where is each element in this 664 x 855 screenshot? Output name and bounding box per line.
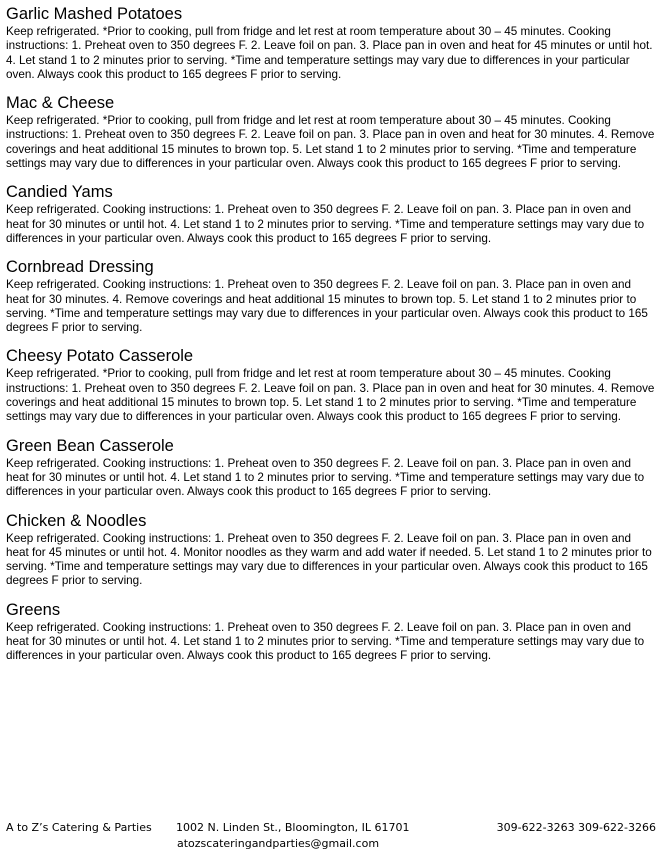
section-cornbread-dressing bbox=[6, 257, 656, 335]
section-instructions: Keep refrigerated. Cooking instructions: 1. Preheat oven to 350 degrees F. 2. Leave foil on pan. 3. Place pan in oven and heat for 30 minutes or until hot. 4. Let stand 1 to 2 minutes prior to serving. *Time and temperature settings may vary due to differences in your particular oven. Always cook this product to 165 degrees F prior to serving. bbox=[6, 620, 645, 663]
business-name: A to Z’s Catering & Parties bbox=[6, 821, 152, 834]
business-address: 1002 N. Linden St., Bloomington, IL 61701 bbox=[176, 821, 410, 834]
section-instructions: Keep refrigerated. *Prior to cooking, pull from fridge and let rest at room temperature about 30 – 45 minutes. Cooking instructions: 1. Preheat oven to 350 degrees F. 2. Leave foil on pan. 3. Place pan in oven and heat for 45 minutes or until hot. 4. Let stand 1 to 2 minutes prior to serving. *Time and temperature settings may vary due to differences in your particular oven. Always cook this product to 165 degrees F prior to serving. bbox=[6, 25, 653, 81]
section-title: Green Bean Casserole bbox=[6, 436, 174, 455]
section-instructions: Keep refrigerated. *Prior to cooking, pull from fridge and let rest at room temperature about 30 – 45 minutes. Cooking instructions: 1. Preheat oven to 350 degrees F. 2. Leave foil on pan. 3. Place pan in oven and heat for 30 minutes. 4. Remove coverings and heat additional 15 minutes to brown top. 5. Let stand 1 to 2 minutes prior to serving. *Time and temperature settings may vary due to differences in your particular oven. Always cook this product to 165 degrees F prior to serving. bbox=[6, 114, 655, 171]
section-instructions: Keep refrigerated. Cooking instructions: 1. Preheat oven to 350 degrees F. 2. Leave foil on pan. 3. Place pan in oven and heat for 30 minutes or until hot. 4. Let stand 1 to 2 minutes prior to serving. *Time and temperature settings may vary due to differences in your particular oven. Always cook this product to 165 degrees F prior to serving. bbox=[6, 203, 645, 245]
section-title: Candied Yams bbox=[6, 183, 113, 202]
section-garlic-mashed-potatoes bbox=[6, 4, 656, 82]
section-title: Garlic Mashed Potatoes bbox=[6, 5, 183, 23]
business-phones: 309-622-3263 309-622-3266 bbox=[496, 821, 656, 834]
section-title: Mac & Cheese bbox=[6, 94, 115, 113]
section-title: Cornbread Dressing bbox=[6, 258, 154, 277]
section-candied-yams bbox=[6, 182, 656, 246]
section-title: Greens bbox=[6, 600, 61, 619]
section-green-bean-casserole bbox=[6, 436, 656, 500]
section-chicken-and-noodles bbox=[6, 511, 656, 589]
section-instructions: Keep refrigerated. Cooking instructions: 1. Preheat oven to 350 degrees F. 2. Leave foil on pan. 3. Place pan in oven and heat for 45 minutes or until hot. 4. Monitor noodles as they warm and add water if needed. 5. Let stand 1 to 2 minutes prior to serving. *Time and temperature settings may vary due to differences in your particular oven. Always cook this product to 165 degrees F prior to serving. bbox=[6, 531, 652, 588]
section-title: Cheesy Potato Casserole bbox=[6, 347, 194, 366]
section-mac-and-cheese bbox=[6, 93, 656, 171]
section-cheesy-potato-casserole bbox=[6, 346, 656, 424]
instructions-document bbox=[6, 4, 656, 675]
section-instructions: Keep refrigerated. Cooking instructions: 1. Preheat oven to 350 degrees F. 2. Leave foil on pan. 3. Place pan in oven and heat for 30 minutes. 4. Remove coverings and heat additional 15 minutes to brown top. 5. Let stand 1 to 2 minutes prior to serving. *Time and temperature settings may vary due to differences in your particular oven. Always cook this product to 165 degrees F prior to serving. bbox=[6, 278, 648, 335]
section-instructions: Keep refrigerated. Cooking instructions: 1. Preheat oven to 350 degrees F. 2. Leave foil on pan. 3. Place pan in oven and heat for 30 minutes or until hot. 4. Let stand 1 to 2 minutes prior to serving. *Time and temperature settings may vary due to differences in your particular oven. Always cook this product to 165 degrees F prior to serving. bbox=[6, 456, 645, 499]
section-instructions: Keep refrigerated. *Prior to cooking, pull from fridge and let rest at room temperature about 30 – 45 minutes. Cooking instructions: 1. Preheat oven to 350 degrees F. 2. Leave foil on pan. 3. Place pan in oven and heat for 30 minutes. 4. Remove coverings and heat additional 15 minutes to brown top. 5. Let stand 1 to 2 minutes prior to serving. *Time and temperature settings may vary due to differences in your particular oven. Always cook this product to 165 degrees F prior to serving. bbox=[6, 367, 655, 424]
section-title: Chicken & Noodles bbox=[6, 511, 147, 530]
section-greens bbox=[6, 600, 656, 664]
business-email: atozscateringandparties@gmail.com bbox=[177, 837, 380, 850]
